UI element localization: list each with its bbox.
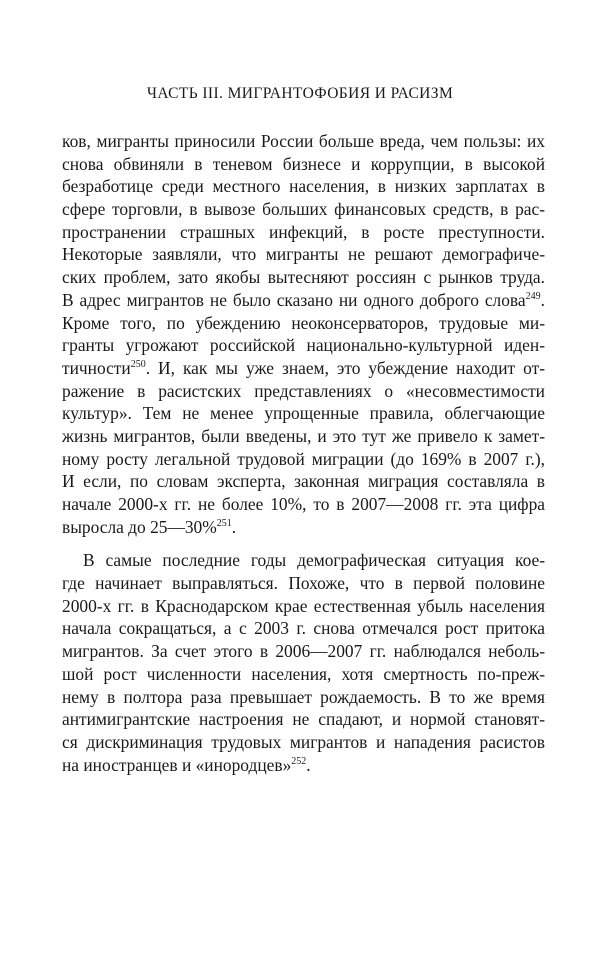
footnote-ref: 249 xyxy=(525,291,541,303)
text-line: пространении страшных инфекций, в росте преступности. xyxy=(62,221,545,242)
text-line: где начинает выправляться. Похоже, что в первой половине xyxy=(62,573,545,594)
text-line: антимигрантские настроения не спадают, и нормой становят- xyxy=(62,709,545,730)
footnote-ref: 252 xyxy=(291,755,307,767)
text-line: на иностранцев и «инородцев»$^{252}$. xyxy=(62,754,311,775)
text-line: ков, мигранты приносили России больше вреда, чем пользы: их xyxy=(62,131,545,151)
text-line: снова обвиняли в теневом бизнесе и коррупции, в высокой xyxy=(62,153,545,174)
text-line: нему в полтора раза превышает рождаемость. В то же время xyxy=(62,686,545,707)
text-line: И если, по словам эксперта, законная миграция составляла в xyxy=(62,471,545,492)
text-line: выросла до 25—30%$^{251}$. xyxy=(62,516,237,537)
text-line: В самые последние годы демографическая ситуация кое- xyxy=(83,550,545,571)
text-line: Кроме того, по убеждению неоконсерваторов, трудовые ми- xyxy=(62,312,545,333)
text-line: культур». Тем не менее упрощенные правила, облегчающие xyxy=(62,403,545,424)
text-line: начале 2000-х гг. не более 10%, то в 2007—2008 гг. эта цифра xyxy=(62,494,545,514)
text-line: жизнь мигрантов, были введены, и это тут же привело к замет- xyxy=(62,425,545,446)
text-line: тичности$^{250}$. И, как мы уже знаем, это убеждение находит от- xyxy=(62,357,545,378)
paragraph xyxy=(62,549,545,776)
footnote-ref: 251 xyxy=(216,517,232,529)
text-line: начала сокращаться, а с 2003 г. снова отмечался рост притока xyxy=(62,618,545,639)
running-head: ЧАСТЬ III. МИГРАНТОФОБИЯ И РАСИЗМ xyxy=(146,85,454,102)
text-line: шой рост численности населения, хотя смертность по-преж- xyxy=(62,663,545,684)
text-line: 2000-х гг. в Краснодарском крае естественная убыль населения xyxy=(62,595,545,616)
text-line: В адрес мигрантов не было сказано ни одного доброго слова$^{249}$. xyxy=(62,289,545,310)
text-line: мигрантов. За счет этого в 2006—2007 гг. наблюдался неболь- xyxy=(62,641,545,662)
paragraph xyxy=(62,130,545,538)
paragraph-gap xyxy=(62,538,545,549)
body-text xyxy=(62,130,545,776)
text-line: Некоторые заявляли, что мигранты не решают демографиче- xyxy=(62,244,545,265)
text-line: сфере торговли, в вывозе больших финансовых средств, в рас- xyxy=(62,199,545,220)
text-line: ному росту легальной трудовой миграции (до 169% в 2007 г.), xyxy=(62,448,545,469)
text-line: ражение в расистских представлениях о «несовместимости xyxy=(62,380,545,401)
text-line: безработице среди местного населения, в низких зарплатах в xyxy=(62,176,545,197)
text-line: ских проблем, зато якобы вытесняют россиян с рынков труда. xyxy=(62,267,545,288)
text-line: гранты угрожают российской национально-культурной иден- xyxy=(62,335,545,356)
text-line: ся дискриминация трудовых мигрантов и нападения расистов xyxy=(62,731,545,752)
footnote-ref: 250 xyxy=(130,359,146,371)
